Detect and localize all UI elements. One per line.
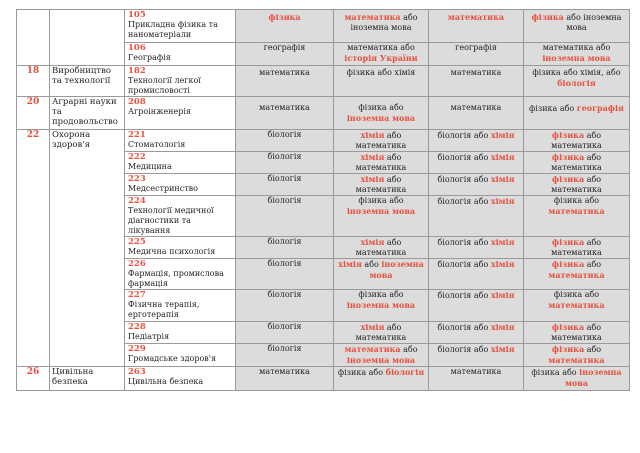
subject-text: або математика [355, 323, 407, 342]
subject-text: або математика [355, 175, 407, 194]
specialty-code: 227 [128, 290, 146, 300]
subject-cell [334, 152, 429, 174]
subject-text: фізика або [358, 290, 404, 299]
subject-text: біологія [267, 237, 302, 246]
subject-text: фізика або [553, 290, 600, 299]
specialty-name: Громадське здоров'я [128, 354, 217, 363]
subject-cell [429, 10, 524, 43]
specialty-cell [125, 322, 236, 344]
subject-text: фізика або [358, 103, 404, 112]
specialty-code: 105 [128, 10, 146, 20]
specialty-cell [125, 152, 236, 174]
highlighted-subject: іноземна мова [542, 53, 611, 63]
subject-cell [334, 196, 429, 237]
field-name-cell: Цивільна безпека [50, 367, 125, 391]
subject-text: біологія [267, 259, 302, 268]
subject-text: фізика або [529, 104, 577, 113]
subject-text: фізика або хімія [346, 68, 416, 77]
subject-cell [334, 174, 429, 196]
highlighted-subject: фізика [551, 237, 585, 247]
subject-cell [236, 344, 334, 367]
subject-cell [429, 43, 524, 66]
subject-cell [334, 259, 429, 290]
subject-text: математика або [347, 43, 415, 52]
subject-text: або іноземна мова [563, 13, 622, 32]
subject-cell [236, 237, 334, 259]
highlighted-subject: математика [447, 12, 505, 22]
field-code-cell [17, 10, 50, 66]
subject-cell [334, 367, 429, 391]
specialty-cell [125, 259, 236, 290]
highlighted-subject: хімія [490, 152, 515, 162]
specialty-name: Стоматологія [128, 140, 186, 149]
field-code-cell: 22 [17, 130, 50, 367]
subject-cell [524, 290, 630, 322]
highlighted-subject: хімія [360, 174, 385, 184]
highlighted-subject: математика [548, 355, 605, 365]
subject-text: біологія [267, 344, 302, 353]
specialty-code: 263 [128, 367, 146, 377]
subject-text: математика [259, 103, 310, 112]
specialty-name: Технології медичної діагностики та лікування [128, 206, 214, 235]
subject-cell [429, 130, 524, 152]
subject-text: фізика або [531, 368, 580, 377]
subject-cell [236, 196, 334, 237]
subject-text: біологія [267, 322, 302, 331]
specialty-code: 224 [128, 196, 146, 206]
specialty-cell [125, 196, 236, 237]
field-name-cell: Виробництво та технології [50, 66, 125, 97]
highlighted-subject: фізика [551, 344, 585, 354]
subject-text: фізика або хімія, або [532, 68, 621, 77]
specialty-code: 106 [128, 43, 146, 53]
subject-cell [334, 322, 429, 344]
highlighted-subject: математика [548, 300, 605, 310]
highlighted-subject: іноземна мова [564, 367, 622, 388]
subject-cell [524, 237, 630, 259]
subject-text: біологія або [437, 131, 491, 140]
specialty-cell [125, 66, 236, 97]
specialty-name: Медична психологія [128, 247, 216, 256]
specialty-code: 229 [128, 344, 146, 354]
specialty-cell [125, 290, 236, 322]
subject-text: або математика [355, 153, 407, 172]
subject-cell [524, 97, 630, 130]
specialty-cell [125, 237, 236, 259]
subject-text: фізика або [337, 368, 386, 377]
highlighted-subject: хімія [490, 259, 515, 269]
highlighted-subject: географія [576, 103, 624, 113]
subject-text: біологія [267, 152, 302, 161]
highlighted-subject: хімія [490, 130, 515, 140]
subject-cell [236, 174, 334, 196]
subject-cell [524, 196, 630, 237]
subject-text: або іноземна мова [350, 13, 418, 32]
subject-cell [334, 10, 429, 43]
specialty-cell [125, 10, 236, 43]
specialty-code: 222 [128, 152, 146, 162]
highlighted-subject: хімія [490, 196, 515, 206]
subject-cell [334, 97, 429, 130]
subject-cell [334, 344, 429, 367]
subjects-table [16, 9, 630, 391]
specialty-code: 208 [128, 97, 146, 107]
specialty-name: Агроінженерія [128, 107, 191, 116]
highlighted-subject: хімія [360, 237, 385, 247]
specialty-cell [125, 130, 236, 152]
subject-cell [524, 259, 630, 290]
specialty-code: 182 [128, 66, 146, 76]
subject-cell [334, 130, 429, 152]
specialty-name: Медицина [128, 162, 172, 171]
highlighted-subject: хімія [490, 344, 515, 354]
subject-cell [236, 97, 334, 130]
subject-cell [429, 174, 524, 196]
highlighted-subject: хімія [490, 237, 515, 247]
highlighted-subject: іноземна мова [369, 259, 424, 280]
highlighted-subject: історія України [344, 53, 418, 63]
highlighted-subject: фізика [551, 174, 585, 184]
subject-text: біологія [267, 174, 302, 183]
subject-cell [524, 344, 630, 367]
field-code-cell: 26 [17, 367, 50, 391]
highlighted-subject: хімія [490, 322, 515, 332]
subject-cell [429, 259, 524, 290]
highlighted-subject: іноземна мова [346, 113, 416, 123]
subject-text: фізика або [553, 196, 600, 205]
subject-cell [334, 66, 429, 97]
subject-text: або математика [551, 323, 602, 342]
specialty-name: Технології легкої промисловості [128, 76, 201, 95]
subject-text: біологія або [437, 291, 491, 300]
highlighted-subject: математика [344, 344, 401, 354]
specialty-cell [125, 43, 236, 66]
specialty-name: Фізична терапія, ерготерапія [128, 300, 200, 319]
subject-text: географія [455, 43, 497, 52]
highlighted-subject: хімія [490, 174, 515, 184]
highlighted-subject: хімія [338, 259, 362, 269]
subject-text: біологія або [437, 260, 491, 269]
subject-text: математика [450, 103, 502, 112]
highlighted-subject: іноземна мова [346, 206, 416, 216]
subject-cell [236, 259, 334, 290]
specialty-name: Цивільна безпека [128, 377, 204, 386]
subject-text: або математика [551, 131, 602, 150]
highlighted-subject: іноземна мова [346, 355, 416, 365]
highlighted-subject: фізика [531, 12, 564, 22]
specialty-name: Прикладна фізика та наноматеріали [128, 20, 218, 39]
specialty-cell [125, 367, 236, 391]
subject-cell [334, 290, 429, 322]
specialty-code: 228 [128, 322, 146, 332]
subject-text: або [584, 260, 602, 269]
table-row [17, 367, 630, 391]
subject-text: або [400, 345, 418, 354]
subject-text: або [584, 345, 602, 354]
subject-text: біологія або [437, 197, 491, 206]
subject-cell [429, 344, 524, 367]
table-row [17, 10, 630, 43]
field-code-cell: 18 [17, 66, 50, 97]
subject-text: математика [259, 367, 310, 376]
highlighted-subject: біологія [385, 367, 425, 377]
subject-text: фізика або [358, 196, 404, 205]
subject-text: або [361, 260, 382, 269]
subject-cell [524, 130, 630, 152]
specialty-code: 225 [128, 237, 146, 247]
subject-cell [236, 290, 334, 322]
subject-text: або математика [355, 131, 407, 150]
specialty-cell [125, 174, 236, 196]
subject-text: біологія або [437, 323, 491, 332]
specialty-code: 221 [128, 130, 146, 140]
table-row [17, 130, 630, 152]
subject-cell [524, 66, 630, 97]
field-name-cell: Аграрні науки та продовольство [50, 97, 125, 130]
subject-cell [429, 97, 524, 130]
subject-cell [236, 66, 334, 97]
highlighted-subject: фізика [551, 130, 585, 140]
subject-cell [524, 152, 630, 174]
highlighted-subject: фізика [551, 152, 585, 162]
subject-cell [524, 174, 630, 196]
subject-cell [524, 43, 630, 66]
subject-cell [429, 196, 524, 237]
highlighted-subject: математика [548, 270, 605, 280]
specialty-name: Медсестринство [128, 184, 198, 193]
specialty-name: Географія [128, 53, 171, 62]
subject-text: математика [259, 68, 310, 77]
highlighted-subject: математика [344, 12, 401, 22]
subject-text: математика [450, 367, 502, 376]
subject-text: або математика [355, 238, 407, 257]
subject-cell [524, 10, 630, 43]
specialty-cell [125, 344, 236, 367]
subject-text: біологія [267, 130, 302, 139]
subject-cell [236, 10, 334, 43]
subject-cell [334, 43, 429, 66]
highlighted-subject: фізика [551, 322, 585, 332]
subject-cell [524, 367, 630, 391]
subject-text: географія [263, 43, 306, 52]
subject-text: або математика [551, 238, 602, 257]
subject-cell [334, 237, 429, 259]
subject-cell [429, 66, 524, 97]
specialty-name: Фармація, промислова фармація [128, 269, 224, 288]
subject-text: біологія або [437, 345, 491, 354]
specialty-cell [125, 97, 236, 130]
subject-text: біологія або [437, 153, 491, 162]
table-row [17, 66, 630, 97]
specialty-name: Педіатрія [128, 332, 170, 341]
highlighted-subject: фізика [551, 259, 585, 269]
subject-text: математика [450, 68, 502, 77]
highlighted-subject: біологія [557, 78, 596, 88]
subject-cell [236, 130, 334, 152]
field-name-cell: Охорона здоров'я [50, 130, 125, 367]
subject-cell [236, 322, 334, 344]
subject-cell [429, 367, 524, 391]
subject-cell [236, 367, 334, 391]
subject-cell [429, 322, 524, 344]
subject-text: біологія або [437, 238, 491, 247]
subject-cell [524, 322, 630, 344]
highlighted-subject: хімія [360, 130, 385, 140]
subject-cell [429, 152, 524, 174]
highlighted-subject: математика [548, 206, 605, 216]
specialty-code: 223 [128, 174, 146, 184]
highlighted-subject: хімія [360, 152, 385, 162]
subject-text: біологія [267, 290, 302, 299]
field-code-cell: 20 [17, 97, 50, 130]
subject-text: біологія [267, 196, 302, 205]
specialty-code: 226 [128, 259, 146, 269]
subject-text: біологія або [437, 175, 491, 184]
highlighted-subject: фізика [268, 12, 301, 22]
subject-cell [236, 152, 334, 174]
highlighted-subject: іноземна мова [346, 300, 416, 310]
highlighted-subject: хімія [490, 290, 515, 300]
subject-cell [236, 43, 334, 66]
subject-text: або математика [551, 175, 602, 194]
subject-text: математика або [542, 43, 611, 52]
subject-cell [429, 237, 524, 259]
subject-cell [429, 290, 524, 322]
subject-text: або математика [551, 153, 602, 172]
table-row [17, 97, 630, 130]
highlighted-subject: хімія [360, 322, 385, 332]
field-name-cell [50, 10, 125, 66]
